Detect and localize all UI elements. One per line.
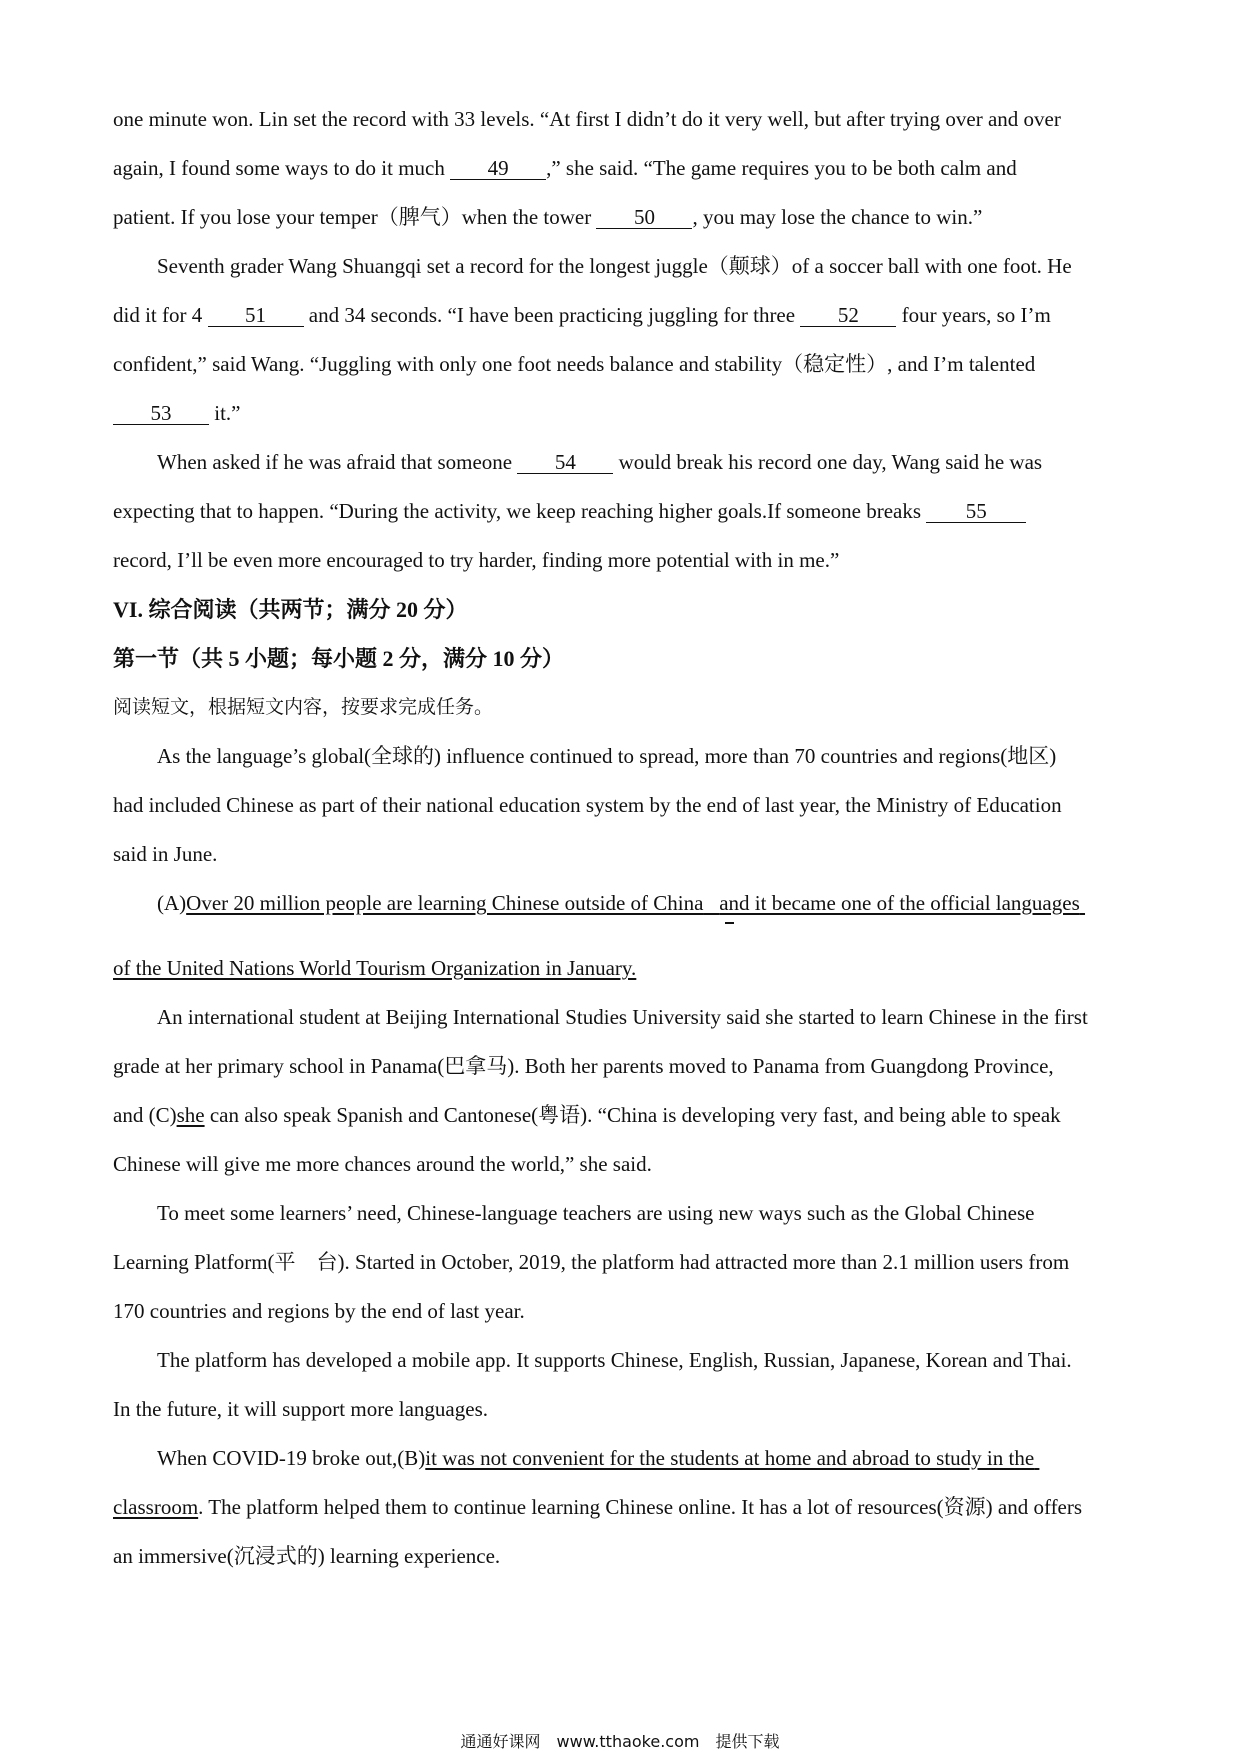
text: again, I found some ways to do it much [113,156,451,180]
text-line [113,993,1133,1042]
text: When COVID-19 broke out,(B) [157,1446,426,1470]
text-line [113,1532,1133,1581]
underlined-sentence-a: and it became one of the official languages [719,891,1080,915]
text-line [113,144,1133,193]
text: four years, so I’m [896,303,1051,327]
text: The platform has developed a mobile app. It supports Chinese, English, Russian, Japanese, Korean and Thai. [157,1348,1072,1372]
text-line [113,1091,1133,1140]
blank-49: 49 [450,157,546,180]
text-line [113,1189,1133,1238]
document-page [113,95,1133,1581]
text: An international student at Beijing International Studies University said she started to learn Chinese in the first [157,1005,1088,1029]
text: Chinese will give me more chances around the world,” she said. [113,1152,652,1176]
underlined-sentence-b: classroom [113,1495,199,1519]
text: patient. If you lose your temper（脾气）when the tower [113,205,597,229]
text: . The platform helped them to continue learning Chinese online. It has a lot of resources(资源) and offers [198,1495,1083,1519]
text-line [113,1238,1133,1287]
text: an immersive(沉浸式的) learning experience. [113,1544,501,1568]
text-line [113,879,1133,928]
text-line [113,944,1133,993]
underlined-gap [703,891,719,915]
underlined-gap [1034,1446,1039,1470]
text-line [113,1483,1133,1532]
text-line [113,781,1133,830]
label-a: (A) [157,891,187,915]
blank-54: 54 [517,451,613,474]
text-line [113,1287,1133,1336]
text: record, I’ll be even more encouraged to try harder, finding more potential with in me.” [113,548,840,572]
blank-52: 52 [800,304,896,327]
text: had included Chinese as part of their national education system by the end of last year, the Ministry of Education [113,793,1062,817]
underlined-gap [1080,891,1085,915]
text: 170 countries and regions by the end of last year. [113,1299,525,1323]
text-line [113,1140,1133,1189]
text-line [113,732,1133,781]
section-heading: VI. 综合阅读（共两节；满分 20 分） [113,597,468,622]
text-line [113,1042,1133,1091]
text-line [113,193,1133,242]
blank-51: 51 [208,304,304,327]
text-line [113,340,1133,389]
text-line [113,487,1133,536]
text: expecting that to happen. “During the activity, we keep reaching higher goals.If someone breaks [113,499,927,523]
text: As the language’s global(全球的) influence continued to spread, more than 70 countries and regions(地区) [157,744,1057,768]
blank-50: 50 [596,206,692,229]
blank-55: 55 [926,500,1026,523]
text-line [113,291,1133,340]
text: confident,” said Wang. “Juggling with only one foot needs balance and stability（稳定性）, and I’m talented [113,352,1036,376]
text-line [113,242,1133,291]
text: To meet some learners’ need, Chinese-language teachers are using new ways such as the Global Chinese [157,1201,1035,1225]
underlined-sentence-a: Over 20 million people are learning Chinese outside of China [186,891,704,915]
text: one minute won. Lin set the record with 33 levels. “At first I didn’t do it very well, but after trying over and over [113,107,1061,131]
text: Learning Platform(平 台). Started in October, 2019, the platform had attracted more than 2.1 million users from [113,1250,1070,1274]
blank-53: 53 [113,402,209,425]
text-line [113,1336,1133,1385]
text: can also speak Spanish and Cantonese(粤语). “China is developing very fast, and being able to speak [204,1103,1061,1127]
text-line [113,389,1133,438]
page-footer: 通通好课网 www.tthaoke.com 提供下载 [460,1732,780,1751]
text: said in June. [113,842,218,866]
text: When asked if he was afraid that someone [157,450,518,474]
text-line [113,536,1133,585]
text: it.” [209,401,241,425]
text: , you may lose the chance to win.” [692,205,983,229]
text: would break his record one day, Wang said he was [613,450,1043,474]
underlined-sentence-a: of the United Nations World Tourism Organization in January. [113,956,637,980]
text: and 34 seconds. “I have been practicing juggling for three [303,303,801,327]
text: grade at her primary school in Panama(巴拿马). Both her parents moved to Panama from Guangdong Province, [113,1054,1054,1078]
text: ,” she said. “The game requires you to be both calm and [546,156,1017,180]
instruction: 阅读短文，根据短文内容，按要求完成任务。 [113,697,494,718]
text: and (C) [113,1103,177,1127]
section-subheading: 第一节（共 5 小题；每小题 2 分，满分 10 分） [113,646,565,671]
text-line [113,830,1133,879]
text-line [113,438,1133,487]
underlined-word-c: she [176,1103,205,1127]
text: did it for 4 [113,303,208,327]
stray-dash-mark [725,922,734,924]
text-line [113,1385,1133,1434]
text-line [113,95,1133,144]
text: In the future, it will support more languages. [113,1397,488,1421]
underlined-sentence-b: it was not convenient for the students at home and abroad to study in the [425,1446,1035,1470]
text-line [113,1434,1133,1483]
text: Seventh grader Wang Shuangqi set a record for the longest juggle（颠球）of a soccer ball with one foot. He [157,254,1072,278]
spacer [113,928,1133,944]
